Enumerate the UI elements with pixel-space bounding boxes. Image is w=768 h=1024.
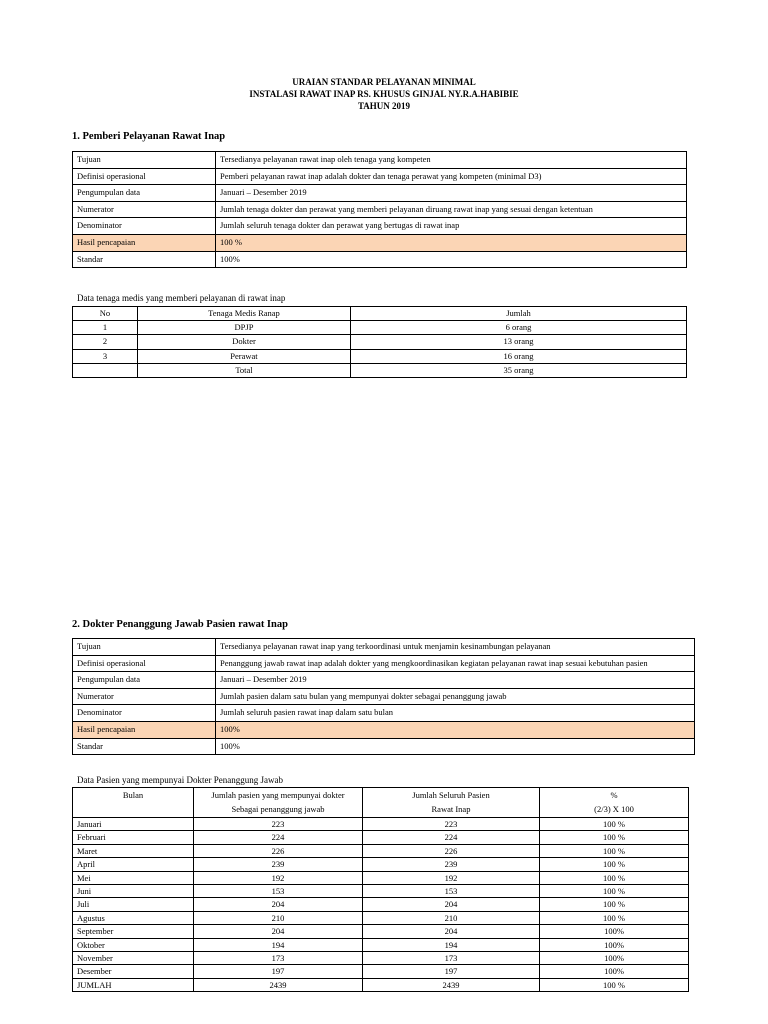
cell-bulan: Oktober bbox=[73, 938, 194, 951]
definition-value: Jumlah tenaga dokter dan perawat yang memberi pelayanan diruang rawat inap yang sesuai dengan ketentuan bbox=[216, 201, 687, 218]
definition-row bbox=[73, 218, 687, 235]
doc-title-line3: TAHUN 2019 bbox=[357, 101, 411, 111]
cell-pct: 100 % bbox=[540, 844, 689, 857]
cell-tenaga: DPJP bbox=[138, 321, 351, 335]
definition-label: Tujuan bbox=[73, 639, 216, 656]
col-header-pct-line2: (2/3) X 100 bbox=[594, 804, 634, 814]
section2-definition-table bbox=[72, 638, 695, 755]
definition-label: Tujuan bbox=[73, 152, 216, 169]
definition-row bbox=[73, 251, 687, 268]
cell-total: 173 bbox=[363, 951, 540, 964]
table-row bbox=[73, 871, 689, 884]
definition-row bbox=[73, 655, 695, 672]
cell-bulan: Mei bbox=[73, 871, 194, 884]
cell-dpjp: 194 bbox=[194, 938, 363, 951]
cell-tenaga: Dokter bbox=[138, 335, 351, 349]
cell-pct: 100 % bbox=[540, 818, 689, 831]
cell-jumlah: 13 orang bbox=[351, 335, 687, 349]
cell-total: 224 bbox=[363, 831, 540, 844]
table-row bbox=[73, 965, 689, 978]
cell-no: 1 bbox=[73, 321, 138, 335]
doc-title-line2: INSTALASI RAWAT INAP RS. KHUSUS GINJAL NY.R.A.HABIBIE bbox=[249, 89, 519, 99]
section1-staff-table bbox=[72, 306, 687, 378]
cell-dpjp: 204 bbox=[194, 898, 363, 911]
cell-total: 226 bbox=[363, 844, 540, 857]
section2-table-caption: Data Pasien yang mempunyai Dokter Penanggung Jawab bbox=[77, 775, 283, 785]
definition-label: Standar bbox=[73, 251, 216, 268]
definition-label: Definisi operasional bbox=[73, 655, 216, 672]
definition-row bbox=[73, 152, 687, 169]
definition-row bbox=[73, 688, 695, 705]
cell-total: 204 bbox=[363, 898, 540, 911]
cell-no: 2 bbox=[73, 335, 138, 349]
table-row bbox=[73, 858, 689, 871]
definition-value: 100% bbox=[216, 721, 695, 738]
definition-value: Tersedianya pelayanan rawat inap yang terkoordinasi untuk menjamin kesinambungan pelayanan bbox=[216, 639, 695, 656]
definition-value: 100% bbox=[216, 251, 687, 268]
definition-label: Pengumpulan data bbox=[73, 672, 216, 689]
definition-value: Penanggung jawab rawat inap adalah dokter yang mengkoordinasikan kegiatan pelayanan rawat inap sesuai kebutuhan pasien bbox=[216, 655, 695, 672]
cell-bulan: Desember bbox=[73, 965, 194, 978]
col-header-dpjp bbox=[194, 788, 363, 818]
table-total-row bbox=[73, 363, 687, 377]
cell-bulan: Agustus bbox=[73, 911, 194, 924]
cell-total: 2439 bbox=[363, 978, 540, 991]
definition-label: Standar bbox=[73, 738, 216, 755]
cell-bulan: November bbox=[73, 951, 194, 964]
section2-heading: 2. Dokter Penanggung Jawab Pasien rawat Inap bbox=[72, 619, 288, 630]
definition-row bbox=[73, 705, 695, 722]
table-row bbox=[73, 818, 689, 831]
cell-dpjp: 239 bbox=[194, 858, 363, 871]
definition-label: Hasil pencapaian bbox=[73, 721, 216, 738]
cell-tenaga: Perawat bbox=[138, 349, 351, 363]
doc-title-line1: URAIAN STANDAR PELAYANAN MINIMAL bbox=[292, 77, 476, 87]
definition-row bbox=[73, 672, 695, 689]
table-row bbox=[73, 925, 689, 938]
cell-bulan: Juni bbox=[73, 884, 194, 897]
col-header-jumlah: Jumlah bbox=[351, 307, 687, 321]
cell-pct: 100% bbox=[540, 951, 689, 964]
cell-jumlah: 16 orang bbox=[351, 349, 687, 363]
cell-dpjp: 2439 bbox=[194, 978, 363, 991]
table-row bbox=[73, 951, 689, 964]
col-header-pct bbox=[540, 788, 689, 818]
section2-patient-table bbox=[72, 787, 689, 992]
cell-total: 153 bbox=[363, 884, 540, 897]
col-header-bulan: Bulan bbox=[73, 788, 194, 818]
definition-value: Januari – Desember 2019 bbox=[216, 185, 687, 202]
definition-label: Hasil pencapaian bbox=[73, 234, 216, 251]
cell-total: 197 bbox=[363, 965, 540, 978]
table-row bbox=[73, 938, 689, 951]
cell-total: 210 bbox=[363, 911, 540, 924]
cell-total: 204 bbox=[363, 925, 540, 938]
cell-bulan: September bbox=[73, 925, 194, 938]
col-header-dpjp-line1: Jumlah pasien yang mempunyai dokter bbox=[211, 790, 345, 800]
cell-pct: 100% bbox=[540, 965, 689, 978]
definition-label: Numerator bbox=[73, 688, 216, 705]
definition-row bbox=[73, 639, 695, 656]
col-header-tenaga: Tenaga Medis Ranap bbox=[138, 307, 351, 321]
cell-bulan: Maret bbox=[73, 844, 194, 857]
cell-dpjp: 192 bbox=[194, 871, 363, 884]
cell-dpjp: 224 bbox=[194, 831, 363, 844]
definition-label: Numerator bbox=[73, 201, 216, 218]
definition-row bbox=[73, 201, 687, 218]
cell-pct: 100 % bbox=[540, 831, 689, 844]
cell-bulan: April bbox=[73, 858, 194, 871]
col-header-total-line1: Jumlah Seluruh Pasien bbox=[412, 790, 490, 800]
definition-value: Pemberi pelayanan rawat inap adalah dokter dan tenaga perawat yang kompeten (minimal D3) bbox=[216, 168, 687, 185]
col-header-dpjp-line2: Sebagai penanggung jawab bbox=[231, 804, 325, 814]
definition-value: Januari – Desember 2019 bbox=[216, 672, 695, 689]
table-row bbox=[73, 335, 687, 349]
definition-value: 100 % bbox=[216, 234, 687, 251]
col-header-no: No bbox=[73, 307, 138, 321]
definition-label: Definisi operasional bbox=[73, 168, 216, 185]
cell-total: 192 bbox=[363, 871, 540, 884]
section1-heading: 1. Pemberi Pelayanan Rawat Inap bbox=[72, 131, 226, 142]
cell-bulan: Januari bbox=[73, 818, 194, 831]
total-label: Total bbox=[138, 363, 351, 377]
cell-total: 239 bbox=[363, 858, 540, 871]
cell-jumlah: 6 orang bbox=[351, 321, 687, 335]
cell-pct: 100 % bbox=[540, 858, 689, 871]
cell-dpjp: 197 bbox=[194, 965, 363, 978]
total-empty-cell bbox=[73, 363, 138, 377]
cell-no: 3 bbox=[73, 349, 138, 363]
table-row bbox=[73, 831, 689, 844]
cell-dpjp: 204 bbox=[194, 925, 363, 938]
table-row bbox=[73, 321, 687, 335]
cell-total: 194 bbox=[363, 938, 540, 951]
col-header-total bbox=[363, 788, 540, 818]
section1-table-caption: Data tenaga medis yang memberi pelayanan di rawat inap bbox=[77, 293, 286, 303]
cell-pct: 100 % bbox=[540, 898, 689, 911]
cell-dpjp: 226 bbox=[194, 844, 363, 857]
cell-pct: 100% bbox=[540, 938, 689, 951]
cell-dpjp: 210 bbox=[194, 911, 363, 924]
definition-label: Denominator bbox=[73, 218, 216, 235]
cell-dpjp: 153 bbox=[194, 884, 363, 897]
table-header-row bbox=[73, 307, 687, 321]
definition-row bbox=[73, 721, 695, 738]
cell-pct: 100 % bbox=[540, 871, 689, 884]
table-header-row bbox=[73, 788, 689, 818]
cell-bulan: Februari bbox=[73, 831, 194, 844]
definition-row bbox=[73, 234, 687, 251]
cell-total: 223 bbox=[363, 818, 540, 831]
col-header-total-line2: Rawat Inap bbox=[431, 804, 471, 814]
definition-row bbox=[73, 185, 687, 202]
cell-bulan: JUMLAH bbox=[73, 978, 194, 991]
cell-pct: 100 % bbox=[540, 911, 689, 924]
section1-definition-table bbox=[72, 151, 687, 268]
cell-pct: 100% bbox=[540, 925, 689, 938]
table-row bbox=[73, 898, 689, 911]
table-row bbox=[73, 844, 689, 857]
cell-dpjp: 223 bbox=[194, 818, 363, 831]
table-row bbox=[73, 911, 689, 924]
cell-pct: 100 % bbox=[540, 978, 689, 991]
definition-value: Jumlah pasien dalam satu bulan yang mempunyai dokter sebagai penanggung jawab bbox=[216, 688, 695, 705]
definition-value: Jumlah seluruh pasien rawat inap dalam satu bulan bbox=[216, 705, 695, 722]
total-value: 35 orang bbox=[351, 363, 687, 377]
cell-bulan: Juli bbox=[73, 898, 194, 911]
cell-dpjp: 173 bbox=[194, 951, 363, 964]
definition-value: Tersedianya pelayanan rawat inap oleh tenaga yang kompeten bbox=[216, 152, 687, 169]
table-row bbox=[73, 349, 687, 363]
cell-pct: 100 % bbox=[540, 884, 689, 897]
definition-value: Jumlah seluruh tenaga dokter dan perawat yang bertugas di rawat inap bbox=[216, 218, 687, 235]
table-row bbox=[73, 884, 689, 897]
table-row bbox=[73, 978, 689, 991]
definition-row bbox=[73, 168, 687, 185]
definition-label: Denominator bbox=[73, 705, 216, 722]
definition-value: 100% bbox=[216, 738, 695, 755]
definition-label: Pengumpulan data bbox=[73, 185, 216, 202]
col-header-pct-line1: % bbox=[610, 790, 618, 800]
definition-row bbox=[73, 738, 695, 755]
